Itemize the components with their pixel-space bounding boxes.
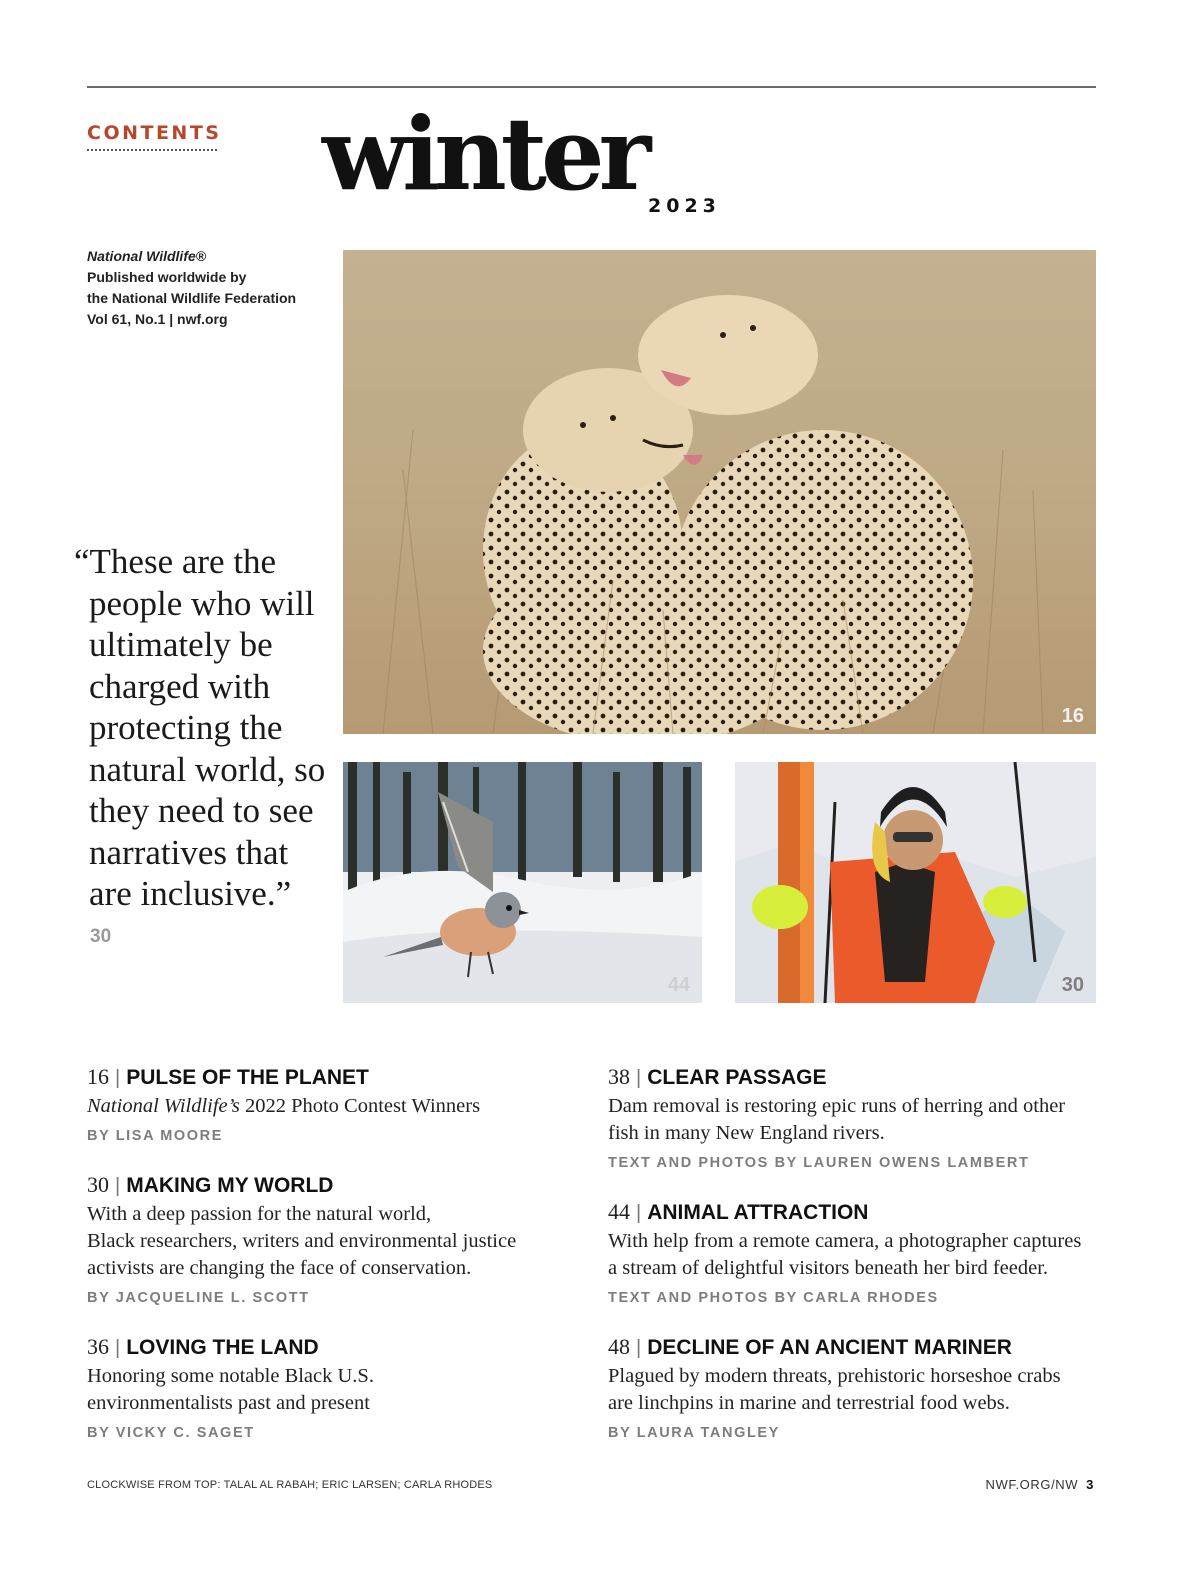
titmouse-photo[interactable] bbox=[343, 762, 702, 1003]
toc-separator: | bbox=[636, 1337, 642, 1359]
top-rule bbox=[87, 86, 1096, 88]
toc-byline: BY LAURA TANGLEY bbox=[608, 1425, 780, 1441]
quote-line: “These are the bbox=[74, 542, 277, 581]
toc-separator: | bbox=[636, 1067, 642, 1089]
footer-folio bbox=[986, 1477, 1095, 1492]
toc-byline: TEXT AND PHOTOS BY LAUREN OWENS LAMBERT bbox=[608, 1155, 1030, 1171]
photo-page-number: 16 bbox=[1061, 705, 1084, 727]
quote-line: are inclusive.” bbox=[89, 874, 292, 913]
quote-line: natural world, so bbox=[89, 749, 326, 789]
toc-title[interactable]: LOVING THE LAND bbox=[126, 1336, 319, 1359]
publication-line: the National Wildlife Federation bbox=[87, 290, 297, 306]
page-number: 3 bbox=[1086, 1477, 1094, 1492]
toc-description: Plagued by modern threats, prehistoric horseshoe crabs are linchpins in marine and terrestrial food webs. bbox=[608, 1365, 1061, 1414]
publication-info bbox=[87, 246, 296, 330]
quote-line: people who will bbox=[89, 583, 315, 623]
contents-label: CONTENTS bbox=[87, 122, 222, 144]
toc-description: National Wildlife’s 2022 Photo Contest Winners bbox=[87, 1095, 481, 1117]
photo-credits: CLOCKWISE FROM TOP: TALAL AL RABAH; ERIC LARSEN; CARLA RHODES bbox=[87, 1479, 493, 1491]
toc-separator: | bbox=[636, 1202, 642, 1224]
cheetah-photo[interactable] bbox=[343, 250, 1096, 734]
toc-separator: | bbox=[115, 1175, 121, 1197]
toc-title[interactable]: MAKING MY WORLD bbox=[126, 1174, 334, 1197]
toc-page-number: 38 bbox=[608, 1064, 630, 1089]
toc-entry[interactable] bbox=[87, 1064, 577, 1144]
photo-page-number: 44 bbox=[667, 974, 690, 996]
toc-byline: BY LISA MOORE bbox=[87, 1128, 224, 1144]
quote-line: charged with bbox=[89, 666, 271, 706]
toc-description: Dam removal is restoring epic runs of herring and other fish in many New England rivers. bbox=[608, 1095, 1066, 1144]
dotted-divider bbox=[87, 149, 217, 157]
toc-description: With a deep passion for the natural world, Black researchers, writers and environmental justice activists are changing the face of conservation. bbox=[87, 1203, 517, 1279]
quote-line: narratives that bbox=[89, 832, 289, 872]
toc-title[interactable]: DECLINE OF AN ANCIENT MARINER bbox=[647, 1336, 1012, 1359]
toc-page-number: 36 bbox=[87, 1334, 109, 1359]
quote-line: they need to see bbox=[89, 791, 314, 830]
issue-year: 2023 bbox=[648, 195, 721, 217]
toc-entry[interactable] bbox=[87, 1172, 577, 1306]
polar-explorer-photo[interactable] bbox=[735, 762, 1096, 1003]
footer-site[interactable]: NWF.ORG/NW bbox=[985, 1477, 1079, 1492]
photo-page-number: 30 bbox=[1061, 974, 1084, 996]
toc-page-number: 16 bbox=[87, 1064, 109, 1089]
toc-entry[interactable] bbox=[87, 1334, 577, 1441]
quote-line: protecting the bbox=[89, 708, 283, 747]
toc-title[interactable]: PULSE OF THE PLANET bbox=[126, 1066, 369, 1089]
toc-title[interactable]: ANIMAL ATTRACTION bbox=[647, 1201, 869, 1224]
pull-quote-page: 30 bbox=[90, 926, 112, 947]
publication-line: Published worldwide by bbox=[87, 269, 247, 285]
toc-byline: TEXT AND PHOTOS BY CARLA RHODES bbox=[608, 1290, 939, 1306]
quote-line: ultimately be bbox=[89, 625, 273, 664]
toc-page-number: 30 bbox=[87, 1172, 109, 1197]
volume-line: Vol 61, No.1 | nwf.org bbox=[87, 311, 228, 327]
toc-byline: BY JACQUELINE L. SCOTT bbox=[87, 1290, 310, 1306]
toc-description: With help from a remote camera, a photographer captures a stream of delightful visitors beneath her bird feeder. bbox=[608, 1230, 1082, 1279]
publication-name: National Wildlife® bbox=[87, 248, 207, 264]
pull-quote bbox=[74, 541, 334, 915]
toc-entry[interactable] bbox=[608, 1064, 1108, 1171]
toc-title[interactable]: CLEAR PASSAGE bbox=[647, 1066, 827, 1089]
toc-separator: | bbox=[115, 1337, 121, 1359]
toc-entry[interactable] bbox=[608, 1334, 1108, 1441]
toc-description: Honoring some notable Black U.S. environmentalists past and present bbox=[87, 1365, 374, 1414]
toc-page-number: 48 bbox=[608, 1334, 630, 1359]
toc-separator: | bbox=[115, 1067, 121, 1089]
toc-byline: BY VICKY C. SAGET bbox=[87, 1425, 255, 1441]
toc-entry[interactable] bbox=[608, 1199, 1108, 1306]
toc-page-number: 44 bbox=[608, 1199, 630, 1224]
masthead-title: winter bbox=[322, 95, 646, 213]
